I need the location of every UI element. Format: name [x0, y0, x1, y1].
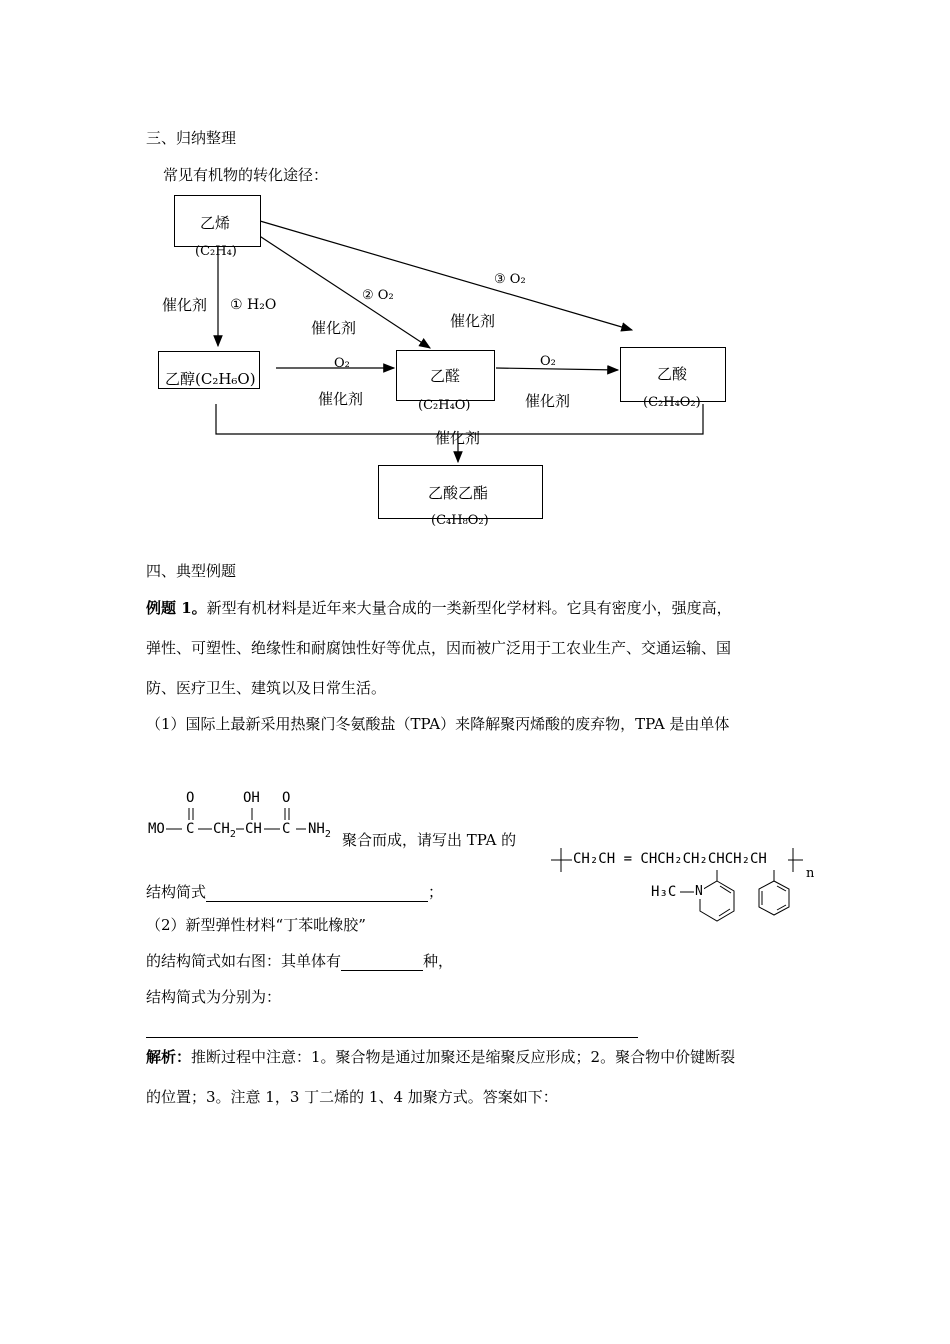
acetaldehyde-name: 乙醛	[430, 367, 461, 385]
ethylene-formula: (C₂H₄)	[195, 244, 237, 259]
label-o2-2: ② O₂	[362, 288, 394, 303]
analysis-line-1	[146, 1046, 735, 1067]
question-1-after-formula: 聚合而成，请写出 TPA 的	[342, 831, 517, 849]
monomer-nh-text: NH	[308, 821, 325, 837]
label-o2-b: O₂	[540, 354, 556, 369]
question-2-line-2	[146, 950, 453, 971]
analysis-label: 解析：	[146, 1048, 192, 1066]
label-catalyst-b: 催化剂	[525, 392, 571, 410]
answer-line-3[interactable]	[146, 1037, 638, 1038]
question-1-struct-label: 结构简式	[146, 883, 207, 901]
ethylene-name: 乙烯	[200, 214, 231, 232]
example-text-1: 新型有机材料是近年来大量合成的一类新型化学材料。它具有密度小，强度高，	[206, 599, 732, 617]
label-o2-a: O₂	[334, 356, 350, 371]
monomer-o2: O	[282, 790, 291, 806]
monomer-c2: C	[282, 821, 291, 837]
analysis-line-2: 的位置；3。注意 1，3 丁二烯的 1、4 加聚方式。答案如下：	[146, 1088, 558, 1106]
section-heading-3: 三、归纳整理	[146, 129, 237, 147]
ethyl-acetate-name: 乙酸乙酯	[428, 484, 489, 502]
polymer-subscript-n: n	[806, 866, 815, 881]
acetic-acid-formula: (C₂H₄O₂)	[643, 395, 701, 410]
monomer-nh-sub: 2	[324, 828, 331, 840]
analysis-text-1: 推断过程中注意：1。聚合物是通过加聚还是缩聚反应形成；2。聚合物中价键断裂	[191, 1048, 736, 1066]
question-1-line: （1）国际上最新采用热聚门冬氨酸盐（TPA）来降解聚丙烯酸的废弃物，TPA 是由单体	[146, 715, 730, 733]
ethyl-acetate-formula: (C₄H₈O₂)	[431, 513, 489, 528]
question-2-line-3: 结构简式为分别为：	[146, 988, 282, 1006]
ethanol-label: 乙醇(C₂H₆O)	[165, 370, 256, 388]
example-label: 例题 1。	[146, 599, 207, 617]
monomer-ch2-sub: 2	[229, 828, 236, 840]
polymer-chain: CH₂CH = CHCH₂CH₂CHCH₂CH	[573, 851, 767, 867]
monomer-oh: OH	[243, 790, 260, 806]
label-h2o: ① H₂O	[230, 297, 277, 313]
question-2-text-a: 的结构简式如右图：其单体有	[146, 952, 342, 970]
question-1-end: ；	[428, 883, 444, 901]
label-catalyst-1: 催化剂	[162, 296, 208, 314]
label-catalyst-a: 催化剂	[318, 390, 364, 408]
example-paragraph-line-3: 防、医疗卫生、建筑以及日常生活。	[146, 679, 387, 697]
answer-blank-2[interactable]	[341, 954, 423, 971]
example-paragraph-line-2: 弹性、可塑性、绝缘性和耐腐蚀性好等优点，因而被广泛用于工农业生产、交通运输、国	[146, 639, 732, 657]
acetic-acid-name: 乙酸	[657, 365, 688, 383]
question-2-line-1: （2）新型弹性材料“丁苯吡橡胶”	[146, 916, 366, 934]
monomer-o1: O	[186, 790, 195, 806]
monomer-ch: CH	[245, 821, 262, 837]
label-catalyst-2: 催化剂	[311, 319, 357, 337]
label-o2-3: ③ O₂	[494, 272, 526, 287]
polymer-n-atom: N	[695, 884, 703, 899]
monomer-ch2-text: CH	[213, 821, 230, 837]
monomer-mo: MO	[148, 821, 165, 837]
label-catalyst-c: 催化剂	[435, 429, 481, 447]
section-intro: 常见有机物的转化途径：	[163, 166, 329, 184]
question-2-text-b: 种，	[423, 952, 454, 970]
label-catalyst-3: 催化剂	[450, 312, 496, 330]
section-heading-4: 四、典型例题	[146, 562, 237, 580]
polymer-h3c: H₃C	[651, 884, 677, 900]
acetaldehyde-formula: (C₂H₄O)	[418, 398, 471, 413]
monomer-c1: C	[186, 821, 195, 837]
